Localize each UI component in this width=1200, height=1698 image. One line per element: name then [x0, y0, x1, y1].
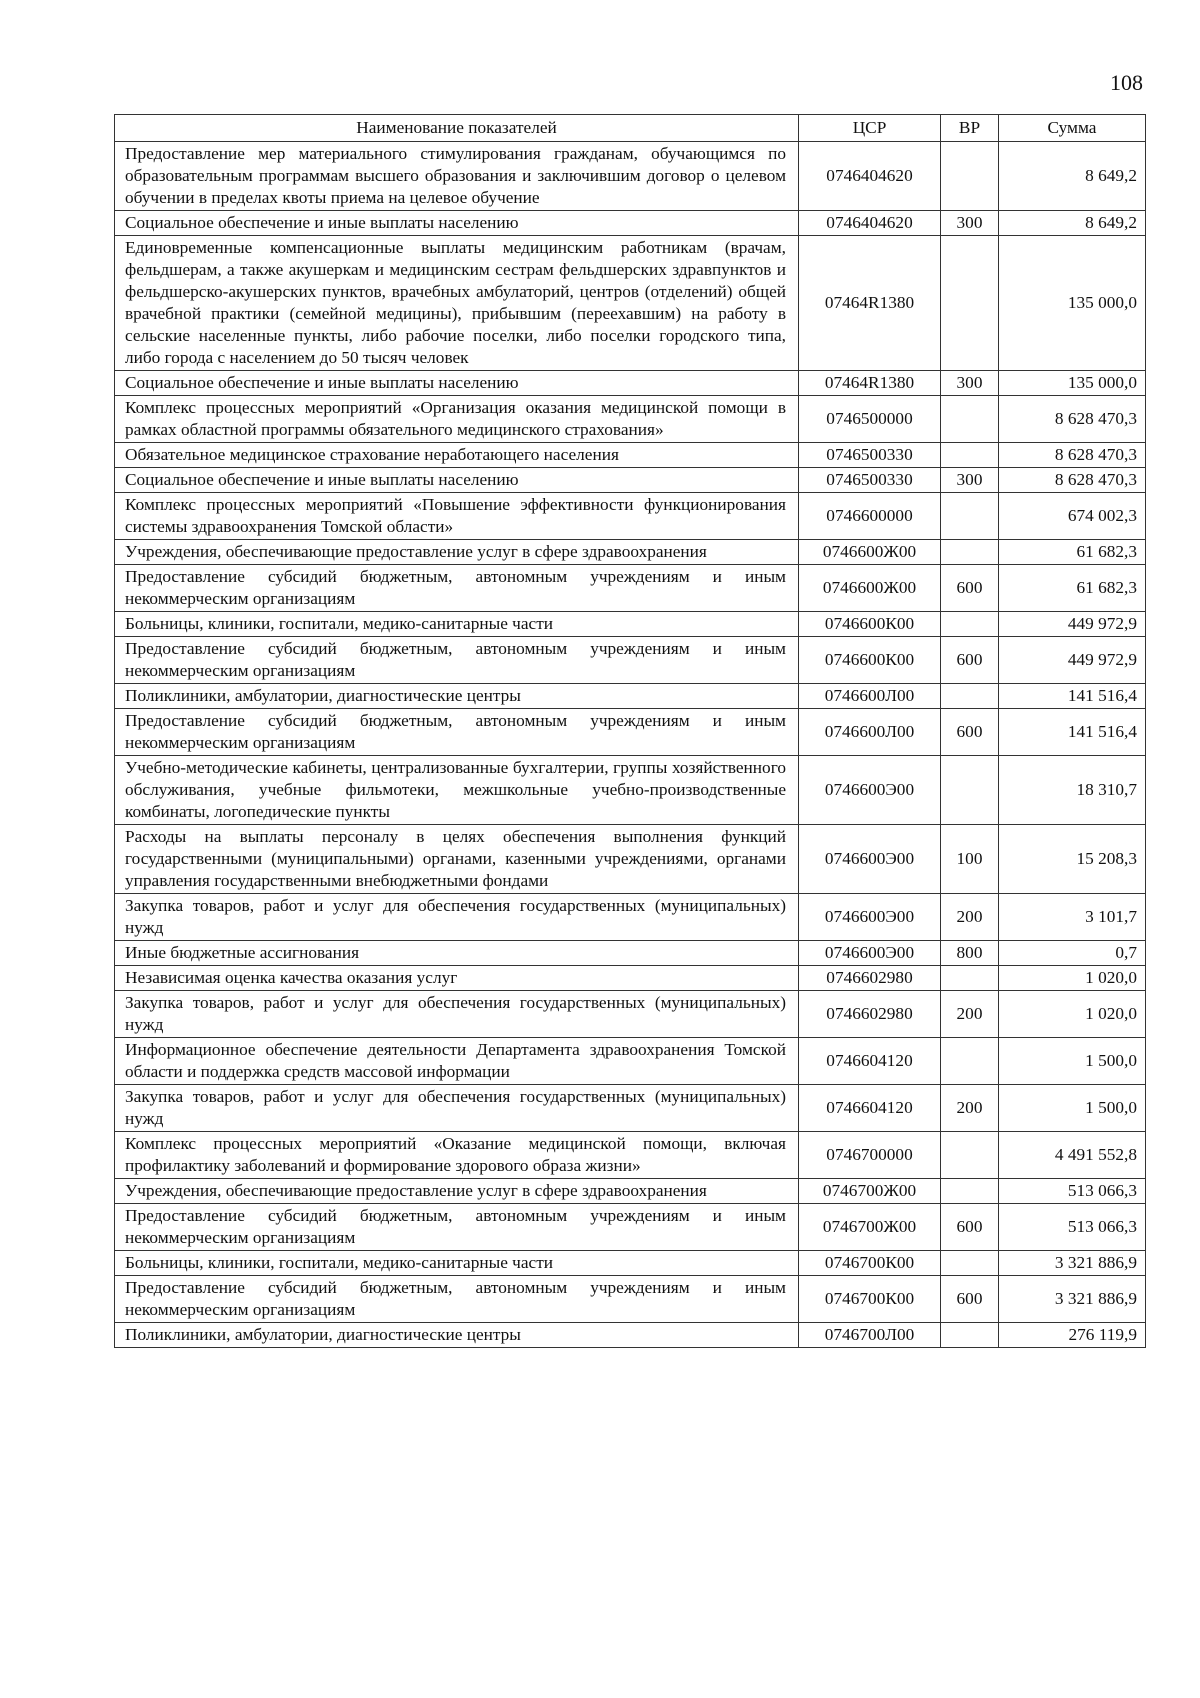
table-row [115, 756, 1146, 825]
cell-name: Социальное обеспечение и иные выплаты населению [115, 371, 799, 396]
cell-sum: 141 516,4 [999, 709, 1146, 756]
cell-vr [941, 493, 999, 540]
cell-vr: 200 [941, 991, 999, 1038]
table-header-row [115, 115, 1146, 142]
table-row [115, 1085, 1146, 1132]
cell-vr [941, 396, 999, 443]
cell-name: Закупка товаров, работ и услуг для обеспечения государственных (муниципальных) нужд [115, 991, 799, 1038]
table-row [115, 1132, 1146, 1179]
cell-vr [941, 1179, 999, 1204]
cell-sum: 61 682,3 [999, 565, 1146, 612]
cell-csr: 0746600Л00 [799, 709, 941, 756]
cell-sum: 61 682,3 [999, 540, 1146, 565]
cell-vr [941, 142, 999, 211]
cell-sum: 141 516,4 [999, 684, 1146, 709]
cell-sum: 8 649,2 [999, 142, 1146, 211]
cell-vr [941, 1038, 999, 1085]
cell-sum: 135 000,0 [999, 371, 1146, 396]
cell-name: Учреждения, обеспечивающие предоставление услуг в сфере здравоохранения [115, 1179, 799, 1204]
table-row [115, 894, 1146, 941]
cell-name: Обязательное медицинское страхование неработающего населения [115, 443, 799, 468]
cell-sum: 3 321 886,9 [999, 1276, 1146, 1323]
table-row [115, 396, 1146, 443]
cell-csr: 0746500000 [799, 396, 941, 443]
cell-csr: 0746500330 [799, 468, 941, 493]
cell-csr: 0746600000 [799, 493, 941, 540]
cell-csr: 0746500330 [799, 443, 941, 468]
cell-csr: 0746700Ж00 [799, 1204, 941, 1251]
cell-csr: 0746600К00 [799, 637, 941, 684]
cell-name: Больницы, клиники, госпитали, медико-санитарные части [115, 612, 799, 637]
table-row [115, 1204, 1146, 1251]
header-sum: Сумма [999, 115, 1146, 142]
cell-csr: 0746602980 [799, 991, 941, 1038]
cell-name: Больницы, клиники, госпитали, медико-санитарные части [115, 1251, 799, 1276]
table-row [115, 684, 1146, 709]
cell-csr: 0746600Э00 [799, 756, 941, 825]
cell-name: Социальное обеспечение и иные выплаты населению [115, 468, 799, 493]
cell-sum: 18 310,7 [999, 756, 1146, 825]
cell-name: Комплекс процессных мероприятий «Повышение эффективности функционирования системы здравоохранения Томской области» [115, 493, 799, 540]
cell-name: Независимая оценка качества оказания услуг [115, 966, 799, 991]
table-row [115, 443, 1146, 468]
cell-csr: 0746700000 [799, 1132, 941, 1179]
cell-sum: 1 020,0 [999, 966, 1146, 991]
cell-name: Предоставление субсидий бюджетным, автономным учреждениям и иным некоммерческим организациям [115, 1204, 799, 1251]
cell-sum: 449 972,9 [999, 612, 1146, 637]
cell-sum: 4 491 552,8 [999, 1132, 1146, 1179]
cell-csr: 0746600Э00 [799, 825, 941, 894]
cell-sum: 1 500,0 [999, 1038, 1146, 1085]
cell-csr: 0746700К00 [799, 1276, 941, 1323]
table-row [115, 236, 1146, 371]
table-row [115, 1323, 1146, 1348]
cell-name: Предоставление субсидий бюджетным, автономным учреждениям и иным некоммерческим организациям [115, 565, 799, 612]
cell-csr: 0746404620 [799, 211, 941, 236]
table-row [115, 1276, 1146, 1323]
cell-name: Комплекс процессных мероприятий «Организация оказания медицинской помощи в рамках областной программы обязательного медицинского страхования» [115, 396, 799, 443]
cell-vr [941, 612, 999, 637]
cell-vr: 600 [941, 637, 999, 684]
cell-name: Поликлиники, амбулатории, диагностические центры [115, 1323, 799, 1348]
cell-name: Поликлиники, амбулатории, диагностические центры [115, 684, 799, 709]
table-row [115, 142, 1146, 211]
cell-sum: 15 208,3 [999, 825, 1146, 894]
cell-vr [941, 1323, 999, 1348]
cell-vr: 800 [941, 941, 999, 966]
cell-name: Предоставление субсидий бюджетным, автономным учреждениям и иным некоммерческим организациям [115, 1276, 799, 1323]
cell-sum: 449 972,9 [999, 637, 1146, 684]
table-row [115, 211, 1146, 236]
cell-csr: 0746600Ж00 [799, 565, 941, 612]
cell-name: Предоставление субсидий бюджетным, автономным учреждениям и иным некоммерческим организациям [115, 637, 799, 684]
cell-name: Предоставление мер материального стимулирования гражданам, обучающимся по образовательным программам высшего образования и заключившим договор о целевом обучении в пределах квоты приема на целевое обучение [115, 142, 799, 211]
cell-csr: 0746604120 [799, 1038, 941, 1085]
table-row [115, 493, 1146, 540]
cell-sum: 135 000,0 [999, 236, 1146, 371]
table-row [115, 468, 1146, 493]
table-row [115, 637, 1146, 684]
cell-vr [941, 684, 999, 709]
cell-sum: 8 649,2 [999, 211, 1146, 236]
table-row [115, 565, 1146, 612]
cell-csr: 0746600Л00 [799, 684, 941, 709]
table-row [115, 371, 1146, 396]
cell-vr: 100 [941, 825, 999, 894]
cell-sum: 1 020,0 [999, 991, 1146, 1038]
cell-name: Единовременные компенсационные выплаты медицинским работникам (врачам, фельдшерам, а также акушеркам и медицинским сестрам фельдшерских здравпунктов и фельдшерско-акушерских пунктов, врачебных амбулаторий, центров (отделений) общей врачебной практики (семейной медицины), прибывшим (переехавшим) на работу в сельские населенные пункты, либо рабочие поселки, либо поселки городского типа, либо города с населением до 50 тысяч человек [115, 236, 799, 371]
cell-name: Учебно-методические кабинеты, централизованные бухгалтерии, группы хозяйственного обслуживания, учебные фильмотеки, межшкольные учебно-производственные комбинаты, логопедические пункты [115, 756, 799, 825]
cell-sum: 3 321 886,9 [999, 1251, 1146, 1276]
cell-sum: 8 628 470,3 [999, 396, 1146, 443]
table-row [115, 991, 1146, 1038]
cell-csr: 07464R1380 [799, 236, 941, 371]
header-vr: ВР [941, 115, 999, 142]
cell-sum: 276 119,9 [999, 1323, 1146, 1348]
cell-csr: 0746700Л00 [799, 1323, 941, 1348]
cell-csr: 0746600Э00 [799, 941, 941, 966]
cell-name: Предоставление субсидий бюджетным, автономным учреждениям и иным некоммерческим организациям [115, 709, 799, 756]
page-number: 108 [1110, 70, 1143, 95]
cell-vr: 600 [941, 565, 999, 612]
table-row [115, 941, 1146, 966]
cell-sum: 513 066,3 [999, 1204, 1146, 1251]
cell-csr: 0746700К00 [799, 1251, 941, 1276]
cell-sum: 674 002,3 [999, 493, 1146, 540]
table-row [115, 1038, 1146, 1085]
table-row [115, 825, 1146, 894]
cell-name: Закупка товаров, работ и услуг для обеспечения государственных (муниципальных) нужд [115, 894, 799, 941]
table-row [115, 709, 1146, 756]
cell-csr: 0746700Ж00 [799, 1179, 941, 1204]
cell-vr: 600 [941, 1204, 999, 1251]
cell-sum: 513 066,3 [999, 1179, 1146, 1204]
cell-csr: 0746602980 [799, 966, 941, 991]
cell-csr: 0746600Э00 [799, 894, 941, 941]
cell-sum: 1 500,0 [999, 1085, 1146, 1132]
cell-csr: 07464R1380 [799, 371, 941, 396]
cell-vr: 600 [941, 1276, 999, 1323]
cell-vr [941, 443, 999, 468]
cell-csr: 0746604120 [799, 1085, 941, 1132]
cell-vr: 300 [941, 371, 999, 396]
cell-vr: 200 [941, 894, 999, 941]
cell-name: Закупка товаров, работ и услуг для обеспечения государственных (муниципальных) нужд [115, 1085, 799, 1132]
table-row [115, 612, 1146, 637]
cell-csr: 0746600Ж00 [799, 540, 941, 565]
cell-name: Социальное обеспечение и иные выплаты населению [115, 211, 799, 236]
cell-vr [941, 236, 999, 371]
cell-name: Комплекс процессных мероприятий «Оказание медицинской помощи, включая профилактику заболеваний и формирование здорового образа жизни» [115, 1132, 799, 1179]
cell-name: Расходы на выплаты персоналу в целях обеспечения выполнения функций государственными (муниципальными) органами, казенными учреждениями, органами управления государственными внебюджетными фондами [115, 825, 799, 894]
cell-vr [941, 966, 999, 991]
table-row [115, 1179, 1146, 1204]
header-csr: ЦСР [799, 115, 941, 142]
cell-vr [941, 540, 999, 565]
cell-csr: 0746404620 [799, 142, 941, 211]
cell-vr: 200 [941, 1085, 999, 1132]
cell-name: Информационное обеспечение деятельности Департамента здравоохранения Томской области и поддержка средств массовой информации [115, 1038, 799, 1085]
table-row [115, 966, 1146, 991]
header-name: Наименование показателей [115, 115, 799, 142]
cell-csr: 0746600К00 [799, 612, 941, 637]
cell-name: Иные бюджетные ассигнования [115, 941, 799, 966]
cell-sum: 3 101,7 [999, 894, 1146, 941]
cell-vr [941, 756, 999, 825]
cell-sum: 8 628 470,3 [999, 443, 1146, 468]
table-body [115, 142, 1146, 1348]
cell-name: Учреждения, обеспечивающие предоставление услуг в сфере здравоохранения [115, 540, 799, 565]
cell-vr [941, 1132, 999, 1179]
table-row [115, 540, 1146, 565]
cell-vr: 600 [941, 709, 999, 756]
cell-vr: 300 [941, 211, 999, 236]
cell-sum: 8 628 470,3 [999, 468, 1146, 493]
budget-table [114, 114, 1146, 1348]
cell-sum: 0,7 [999, 941, 1146, 966]
table-row [115, 1251, 1146, 1276]
cell-vr [941, 1251, 999, 1276]
cell-vr: 300 [941, 468, 999, 493]
